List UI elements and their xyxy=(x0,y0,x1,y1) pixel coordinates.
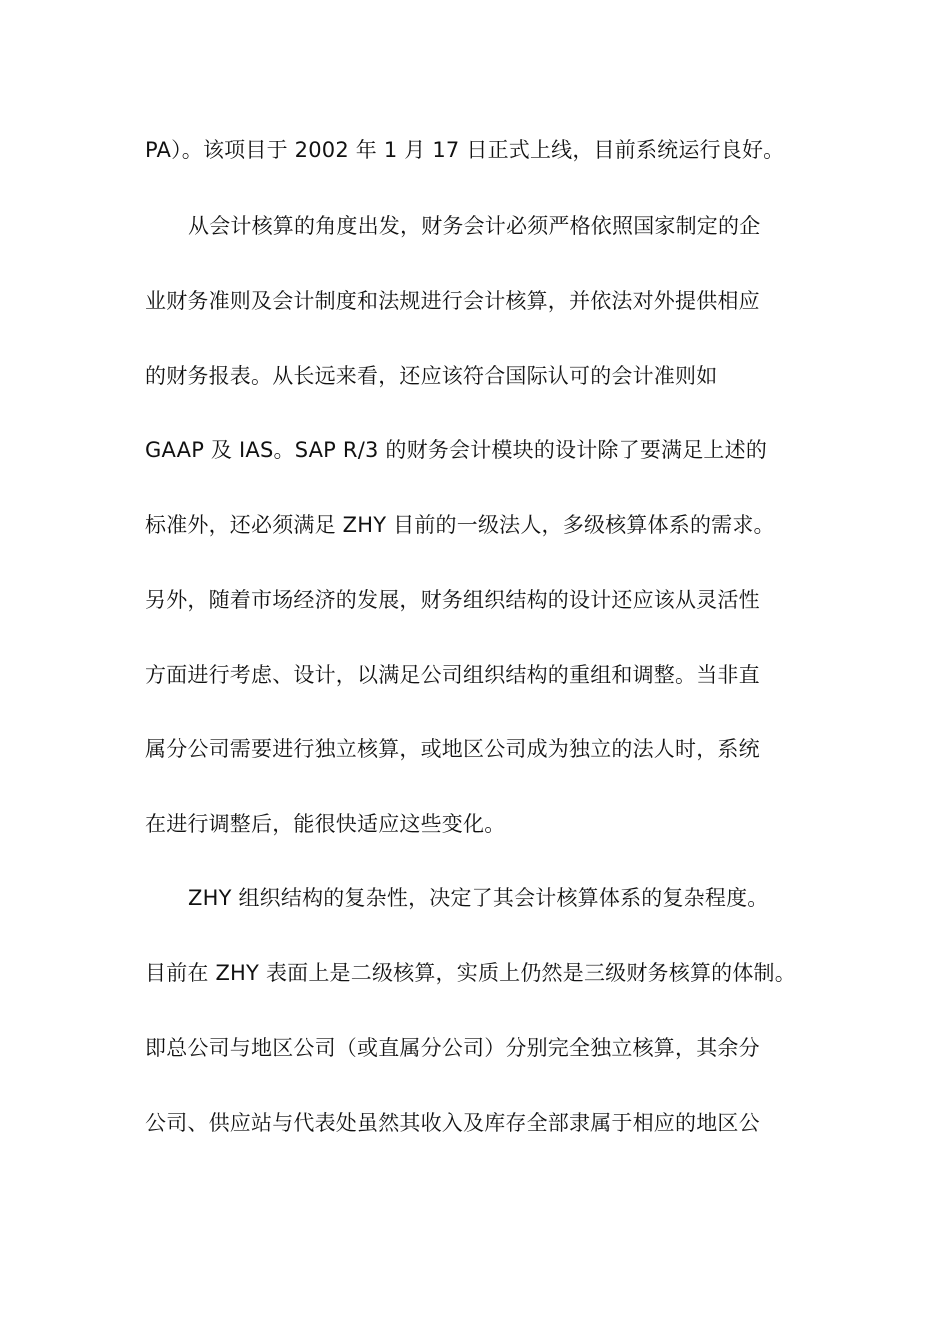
text-line: GAAP 及 IAS。SAP R/3 的财务会计模块的设计除了要满足上述的 xyxy=(145,438,768,462)
text-line: 标准外，还必须满足 ZHY 目前的一级法人，多级核算体系的需求。 xyxy=(145,513,775,537)
text-line: 另外，随着市场经济的发展，财务组织结构的设计还应该从灵活性 xyxy=(145,588,760,612)
text-line: PA）。该项目于 2002 年 1 月 17 日正式上线，目前系统运行良好。 xyxy=(145,138,785,162)
text-line: 目前在 ZHY 表面上是二级核算，实质上仍然是三级财务核算的体制。 xyxy=(145,961,796,985)
text-line: 公司、供应站与代表处虽然其收入及库存全部隶属于相应的地区公 xyxy=(145,1111,760,1135)
text-line: 在进行调整后，能很快适应这些变化。 xyxy=(145,812,506,836)
text-line: 的财务报表。从长远来看，还应该符合国际认可的会计准则如 xyxy=(145,364,718,388)
paragraph-first-line: ZHY 组织结构的复杂性，决定了其会计核算体系的复杂程度。 xyxy=(188,886,769,910)
text-line: 业财务准则及会计制度和法规进行会计核算，并依法对外提供相应 xyxy=(145,289,760,313)
text-line: 即总公司与地区公司（或直属分公司）分别完全独立核算，其余分 xyxy=(145,1036,760,1060)
text-line: 方面进行考虑、设计，以满足公司组织结构的重组和调整。当非直 xyxy=(145,663,760,687)
paragraph-first-line: 从会计核算的角度出发，财务会计必须严格依照国家制定的企 xyxy=(188,214,761,238)
text-line: 属分公司需要进行独立核算，或地区公司成为独立的法人时，系统 xyxy=(145,737,760,761)
